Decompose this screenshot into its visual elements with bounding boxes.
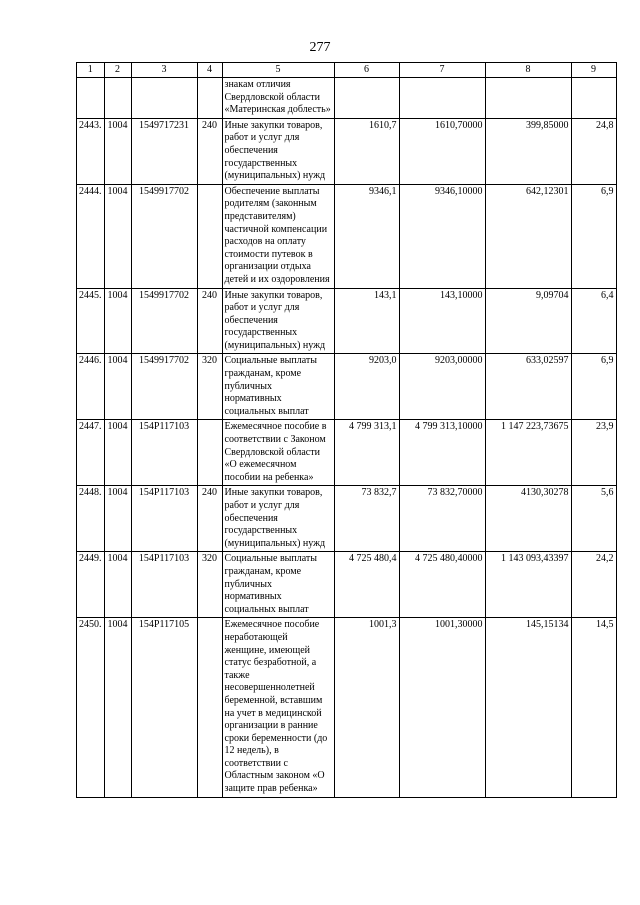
item-name-cell: Иные закупки товаров, работ и услуг для обеспечения государственных (муниципальных) нужд — [222, 288, 334, 354]
row-number-cell: 2446. — [77, 354, 105, 420]
target-article-cell: 1549917702 — [131, 288, 197, 354]
column-header: 2 — [104, 63, 131, 78]
column-header: 4 — [197, 63, 222, 78]
column-header: 5 — [222, 63, 334, 78]
execution-percent-cell: 6,9 — [571, 184, 616, 288]
table-row — [77, 184, 617, 288]
planned-amount-cell: 9203,00000 — [399, 354, 485, 420]
approved-amount-cell: 9203,0 — [334, 354, 399, 420]
row-number-cell: 2444. — [77, 184, 105, 288]
row-number-cell: 2443. — [77, 118, 105, 184]
expense-type-cell: 320 — [197, 354, 222, 420]
table-row — [77, 486, 617, 552]
item-name-cell: знакам отличия Свердловской области «Материнская доблесть» — [222, 78, 334, 119]
budget-table — [76, 62, 617, 798]
planned-amount-cell: 143,10000 — [399, 288, 485, 354]
executed-amount-cell — [485, 78, 571, 119]
item-name-cell: Ежемесячное пособие неработающей женщине, имеющей статус безработной, а также несовершеннолетней беременной, вставшим на учет в медицинской организации в ранние сроки беременности (до 12 недель), в соответствии с Областным законом «О защите прав ребенка» — [222, 618, 334, 797]
item-name-cell: Обеспечение выплаты родителям (законным представителям) частичной компенсации расходов на оплату стоимости путевок в организации отдыха детей и их оздоровления — [222, 184, 334, 288]
target-article-cell: 154P117103 — [131, 420, 197, 486]
section-code-cell: 1004 — [104, 552, 131, 618]
approved-amount-cell: 4 799 313,1 — [334, 420, 399, 486]
item-name-cell: Иные закупки товаров, работ и услуг для обеспечения государственных (муниципальных) нужд — [222, 118, 334, 184]
column-header: 8 — [485, 63, 571, 78]
target-article-cell: 154P117103 — [131, 486, 197, 552]
section-code-cell: 1004 — [104, 118, 131, 184]
header-row — [77, 63, 617, 78]
table-row — [77, 118, 617, 184]
approved-amount-cell: 143,1 — [334, 288, 399, 354]
planned-amount-cell: 1001,30000 — [399, 618, 485, 797]
target-article-cell: 1549917702 — [131, 354, 197, 420]
section-code-cell: 1004 — [104, 288, 131, 354]
table-body — [77, 78, 617, 798]
section-code-cell — [104, 78, 131, 119]
row-number-cell: 2445. — [77, 288, 105, 354]
expense-type-cell: 240 — [197, 288, 222, 354]
table-row — [77, 288, 617, 354]
table-row — [77, 354, 617, 420]
table-row — [77, 420, 617, 486]
expense-type-cell — [197, 420, 222, 486]
row-number-cell: 2450. — [77, 618, 105, 797]
section-code-cell: 1004 — [104, 184, 131, 288]
target-article-cell: 154P117103 — [131, 552, 197, 618]
row-number-cell: 2449. — [77, 552, 105, 618]
executed-amount-cell: 9,09704 — [485, 288, 571, 354]
expense-type-cell: 240 — [197, 118, 222, 184]
target-article-cell — [131, 78, 197, 119]
table-row — [77, 78, 617, 119]
executed-amount-cell: 4130,30278 — [485, 486, 571, 552]
column-header: 3 — [131, 63, 197, 78]
page-number: 277 — [309, 40, 331, 55]
table-row — [77, 618, 617, 797]
expense-type-cell — [197, 78, 222, 119]
expense-type-cell — [197, 618, 222, 797]
item-name-cell: Социальные выплаты гражданам, кроме публичных нормативных социальных выплат — [222, 552, 334, 618]
executed-amount-cell: 642,12301 — [485, 184, 571, 288]
column-header: 6 — [334, 63, 399, 78]
approved-amount-cell: 73 832,7 — [334, 486, 399, 552]
approved-amount-cell: 1001,3 — [334, 618, 399, 797]
column-header: 7 — [399, 63, 485, 78]
planned-amount-cell: 73 832,70000 — [399, 486, 485, 552]
target-article-cell: 154P117105 — [131, 618, 197, 797]
planned-amount-cell: 1610,70000 — [399, 118, 485, 184]
row-number-cell: 2448. — [77, 486, 105, 552]
section-code-cell: 1004 — [104, 420, 131, 486]
planned-amount-cell: 9346,10000 — [399, 184, 485, 288]
section-code-cell: 1004 — [104, 486, 131, 552]
table-row — [77, 552, 617, 618]
expense-type-cell — [197, 184, 222, 288]
column-header: 9 — [571, 63, 616, 78]
section-code-cell: 1004 — [104, 354, 131, 420]
approved-amount-cell: 9346,1 — [334, 184, 399, 288]
expense-type-cell: 240 — [197, 486, 222, 552]
item-name-cell: Ежемесячное пособие в соответствии с Законом Свердловской области «О ежемесячном пособии на ребенка» — [222, 420, 334, 486]
executed-amount-cell: 1 143 093,43397 — [485, 552, 571, 618]
section-code-cell: 1004 — [104, 618, 131, 797]
approved-amount-cell: 1610,7 — [334, 118, 399, 184]
executed-amount-cell: 399,85000 — [485, 118, 571, 184]
execution-percent-cell: 6,9 — [571, 354, 616, 420]
execution-percent-cell: 5,6 — [571, 486, 616, 552]
execution-percent-cell: 24,2 — [571, 552, 616, 618]
approved-amount-cell — [334, 78, 399, 119]
execution-percent-cell: 14,5 — [571, 618, 616, 797]
item-name-cell: Иные закупки товаров, работ и услуг для обеспечения государственных (муниципальных) нужд — [222, 486, 334, 552]
execution-percent-cell: 6,4 — [571, 288, 616, 354]
planned-amount-cell — [399, 78, 485, 119]
planned-amount-cell: 4 799 313,10000 — [399, 420, 485, 486]
execution-percent-cell — [571, 78, 616, 119]
planned-amount-cell: 4 725 480,40000 — [399, 552, 485, 618]
item-name-cell: Социальные выплаты гражданам, кроме публичных нормативных социальных выплат — [222, 354, 334, 420]
target-article-cell: 1549917702 — [131, 184, 197, 288]
approved-amount-cell: 4 725 480,4 — [334, 552, 399, 618]
column-header: 1 — [77, 63, 105, 78]
target-article-cell: 1549717231 — [131, 118, 197, 184]
executed-amount-cell: 633,02597 — [485, 354, 571, 420]
expense-type-cell: 320 — [197, 552, 222, 618]
executed-amount-cell: 1 147 223,73675 — [485, 420, 571, 486]
execution-percent-cell: 23,9 — [571, 420, 616, 486]
row-number-cell — [77, 78, 105, 119]
execution-percent-cell: 24,8 — [571, 118, 616, 184]
row-number-cell: 2447. — [77, 420, 105, 486]
executed-amount-cell: 145,15134 — [485, 618, 571, 797]
